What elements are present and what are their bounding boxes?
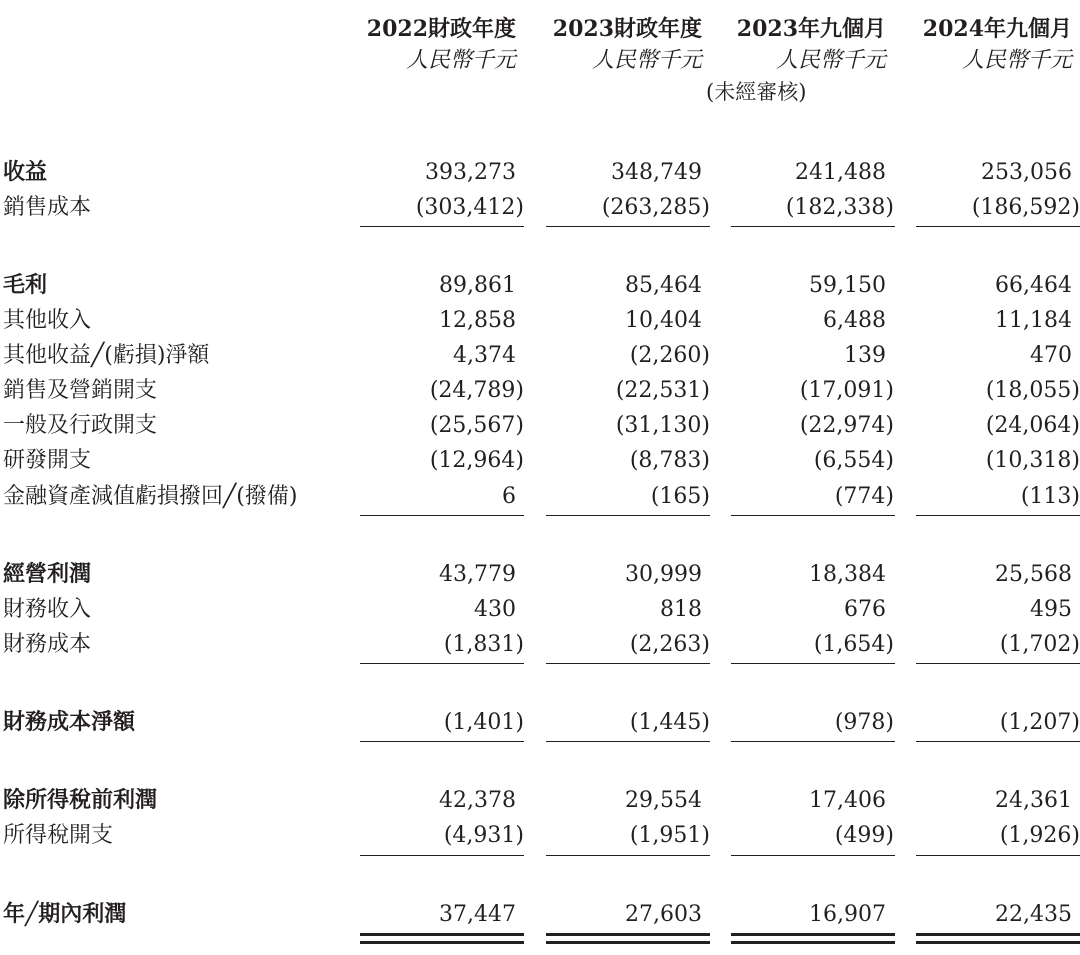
- column-header: [522, 12, 702, 76]
- row-label: 收益: [3, 159, 48, 185]
- cell-value: (165): [650, 484, 710, 509]
- row-label: 除所得稅前利潤: [3, 787, 158, 813]
- row-label: 其他收入: [3, 308, 92, 333]
- cell-value: 430: [474, 597, 516, 622]
- cell-value: (25,567): [429, 413, 524, 438]
- grand-total-double-rule: [731, 933, 895, 936]
- column-period: 2023年九個月: [736, 16, 886, 42]
- cell-value: (4,931): [443, 823, 524, 848]
- column-header: [892, 12, 1072, 76]
- row-label: 毛利: [3, 272, 48, 298]
- row-label: 研發開支: [3, 448, 92, 473]
- total-rule: [916, 515, 1080, 516]
- row-label: 財務收入: [3, 597, 92, 622]
- cell-value: 139: [844, 343, 886, 368]
- total-rule: [731, 515, 895, 516]
- table-row: [0, 783, 1080, 818]
- grand-total-double-rule: [546, 933, 710, 936]
- cell-value: 24,361: [995, 788, 1072, 813]
- column-unit: 人民幣千元: [961, 48, 1072, 73]
- row-label: 銷售及營銷開支: [3, 378, 158, 403]
- cell-value: (182,338): [785, 195, 894, 220]
- cell-value: 676: [844, 597, 886, 622]
- table-row: [0, 408, 1080, 443]
- column-header: [336, 12, 516, 76]
- cell-value: (1,926): [999, 823, 1080, 848]
- cell-value: 6: [502, 484, 516, 509]
- cell-value: (263,285): [601, 195, 710, 220]
- cell-value: (2,263): [629, 632, 710, 657]
- total-rule: [360, 663, 524, 664]
- grand-total-double-rule: [360, 933, 524, 936]
- cell-value: 22,435: [995, 902, 1072, 927]
- cell-value: 16,907: [809, 902, 886, 927]
- row-label: 金融資產減值虧損撥回╱(撥備): [3, 484, 298, 509]
- cell-value: 43,779: [439, 562, 516, 587]
- row-label: 所得稅開支: [3, 823, 114, 848]
- cell-value: (22,531): [615, 378, 710, 403]
- grand-total-double-rule: [546, 941, 710, 944]
- column-unit: 人民幣千元: [591, 48, 702, 73]
- cell-value: 11,184: [995, 308, 1072, 333]
- cell-value: (6,554): [813, 448, 894, 473]
- cell-value: 42,378: [439, 788, 516, 813]
- cell-value: (1,207): [999, 710, 1080, 735]
- table-row: [0, 190, 1080, 225]
- total-rule: [916, 855, 1080, 856]
- cell-value: 393,273: [425, 160, 516, 185]
- table-row: [0, 155, 1080, 190]
- cell-value: 495: [1030, 597, 1072, 622]
- cell-value: (12,964): [429, 448, 524, 473]
- cell-value: 59,150: [809, 273, 886, 298]
- row-label: 銷售成本: [3, 195, 92, 220]
- table-row: [0, 479, 1080, 514]
- cell-value: 241,488: [795, 160, 886, 185]
- table-row: [0, 627, 1080, 662]
- total-rule: [546, 855, 710, 856]
- cell-value: (10,318): [985, 448, 1080, 473]
- table-row: [0, 443, 1080, 478]
- grand-total-double-rule: [360, 941, 524, 944]
- total-rule: [731, 855, 895, 856]
- column-period: 2022財政年度: [366, 16, 516, 42]
- total-rule: [916, 663, 1080, 664]
- cell-value: 10,404: [625, 308, 702, 333]
- row-label: 經營利潤: [3, 561, 92, 587]
- cell-value: 89,861: [439, 273, 516, 298]
- total-rule: [360, 741, 524, 742]
- cell-value: 25,568: [995, 562, 1072, 587]
- table-row: [0, 557, 1080, 592]
- row-label: 年╱期內利潤: [3, 901, 127, 927]
- cell-value: (24,064): [985, 413, 1080, 438]
- table-row: [0, 268, 1080, 303]
- total-rule: [360, 226, 524, 227]
- cell-value: (22,974): [799, 413, 894, 438]
- column-unit: 人民幣千元: [775, 48, 886, 73]
- row-label: 財務成本: [3, 632, 92, 657]
- table-row: [0, 705, 1080, 740]
- cell-value: (17,091): [799, 378, 894, 403]
- table-row: [0, 373, 1080, 408]
- cell-value: (8,783): [629, 448, 710, 473]
- cell-value: (1,951): [629, 823, 710, 848]
- total-rule: [731, 226, 895, 227]
- grand-total-double-rule: [731, 941, 895, 944]
- cell-value: (1,654): [813, 632, 894, 657]
- cell-value: 818: [660, 597, 702, 622]
- cell-value: (186,592): [971, 195, 1080, 220]
- table-row: [0, 818, 1080, 853]
- cell-value: 18,384: [809, 562, 886, 587]
- cell-value: (113): [1020, 484, 1080, 509]
- cell-value: 4,374: [453, 343, 516, 368]
- total-rule: [360, 515, 524, 516]
- row-label: 一般及行政開支: [3, 413, 158, 438]
- column-header: [706, 12, 886, 108]
- grand-total-double-rule: [916, 933, 1080, 936]
- cell-value: 37,447: [439, 902, 516, 927]
- cell-value: (1,702): [999, 632, 1080, 657]
- table-row: [0, 303, 1080, 338]
- cell-value: (978): [834, 710, 894, 735]
- total-rule: [731, 663, 895, 664]
- cell-value: (774): [834, 484, 894, 509]
- table-row: [0, 338, 1080, 373]
- cell-value: 17,406: [809, 788, 886, 813]
- total-rule: [360, 855, 524, 856]
- total-rule: [546, 741, 710, 742]
- cell-value: 66,464: [995, 273, 1072, 298]
- cell-value: 30,999: [625, 562, 702, 587]
- cell-value: 85,464: [625, 273, 702, 298]
- total-rule: [546, 226, 710, 227]
- cell-value: (18,055): [985, 378, 1080, 403]
- cell-value: 348,749: [611, 160, 702, 185]
- grand-total-double-rule: [916, 941, 1080, 944]
- total-rule: [916, 741, 1080, 742]
- column-unit: 人民幣千元: [405, 48, 516, 73]
- cell-value: 6,488: [823, 308, 886, 333]
- table-row: [0, 897, 1080, 932]
- cell-value: (31,130): [615, 413, 710, 438]
- cell-value: 470: [1030, 343, 1072, 368]
- cell-value: (499): [834, 823, 894, 848]
- total-rule: [546, 663, 710, 664]
- table-row: [0, 592, 1080, 627]
- cell-value: (1,445): [629, 710, 710, 735]
- column-period: 2023財政年度: [552, 16, 702, 42]
- cell-value: (303,412): [415, 195, 524, 220]
- total-rule: [731, 741, 895, 742]
- column-period: 2024年九個月: [922, 16, 1072, 42]
- total-rule: [546, 515, 710, 516]
- total-rule: [916, 226, 1080, 227]
- cell-value: 27,603: [625, 902, 702, 927]
- cell-value: (24,789): [429, 378, 524, 403]
- cell-value: (1,401): [443, 710, 524, 735]
- cell-value: (2,260): [629, 343, 710, 368]
- cell-value: 12,858: [439, 308, 516, 333]
- row-label: 其他收益╱(虧損)淨額: [3, 343, 210, 368]
- cell-value: 29,554: [625, 788, 702, 813]
- cell-value: 253,056: [981, 160, 1072, 185]
- cell-value: (1,831): [443, 632, 524, 657]
- column-note: (未經審核): [706, 80, 807, 104]
- row-label: 財務成本淨額: [3, 709, 136, 735]
